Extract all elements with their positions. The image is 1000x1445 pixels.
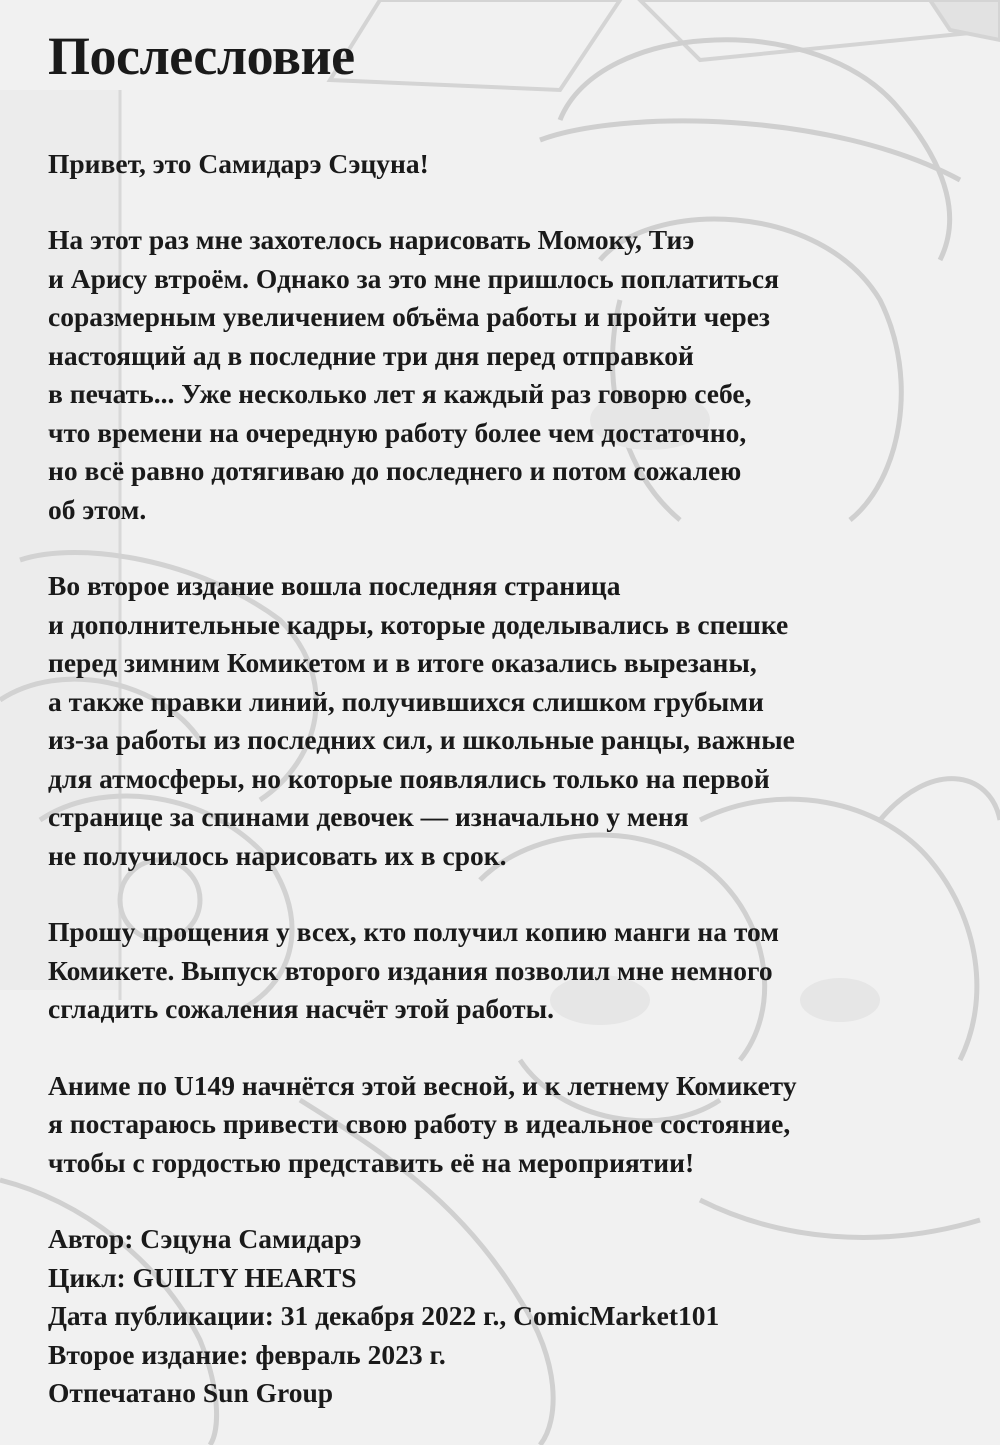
paragraph-4 xyxy=(48,1067,960,1183)
paragraph-2-line: странице за спинами девочек — изначально у меня xyxy=(48,801,689,833)
paragraph-4-line: чтобы с гордостью представить её на мероприятии! xyxy=(48,1146,695,1178)
page-title: Послесловие xyxy=(48,26,355,86)
paragraph-3-line: Комикете. Выпуск второго издания позволил мне немного xyxy=(48,954,773,986)
paragraph-1-line: в печать... Уже несколько лет я каждый раз говорю себе, xyxy=(48,378,752,410)
paragraph-1-line: настоящий ад в последние три дня перед отправкой xyxy=(48,339,694,371)
paragraph-2-line: перед зимним Комикетом и в итоге оказались вырезаны, xyxy=(48,647,757,679)
paragraph-3 xyxy=(48,913,960,1029)
paragraph-3-line: Прошу прощения у всех, кто получил копию манги на том xyxy=(48,916,779,948)
paragraph-1-line: об этом. xyxy=(48,493,147,525)
paragraph-1-line: но всё равно дотягиваю до последнего и потом сожалею xyxy=(48,455,742,487)
paragraph-4-line: я постараюсь привести свою работу в идеальное состояние, xyxy=(48,1108,791,1140)
paragraph-1-line: что времени на очередную работу более чем достаточно, xyxy=(48,416,747,448)
paragraph-1-line: На этот раз мне захотелось нарисовать Момоку, Тиэ xyxy=(48,224,695,256)
paragraph-1 xyxy=(48,221,960,529)
credit-publication-date: Дата публикации: 31 декабря 2022 г., ComicMarket101 xyxy=(48,1300,720,1332)
paragraph-4-line: Аниме по U149 начнётся этой весной, и к летнему Комикету xyxy=(48,1069,797,1101)
paragraph-2-line: для атмосферы, но которые появлялись только на первой xyxy=(48,762,770,794)
paragraph-1-line: соразмерным увеличением объёма работы и пройти через xyxy=(48,301,770,333)
paragraph-1-line: и Арису втроём. Однако за это мне пришлось поплатиться xyxy=(48,262,779,294)
paragraph-2-line: Во второе издание вошла последняя страница xyxy=(48,570,621,602)
paragraph-2-line: а также правки линий, получившихся слишком грубыми xyxy=(48,685,764,717)
paragraph-2-line: не получилось нарисовать их в срок. xyxy=(48,839,507,871)
greeting-line: Привет, это Самидарэ Сэцуна! xyxy=(48,147,429,179)
paragraph-2-line: из-за работы из последних сил, и школьные ранцы, важные xyxy=(48,724,795,756)
paragraph-2-line: и дополнительные кадры, которые доделывались в спешке xyxy=(48,608,789,640)
credit-series: Цикл: GUILTY HEARTS xyxy=(48,1261,357,1293)
greeting-paragraph xyxy=(48,145,960,184)
paragraph-3-line: сгладить сожаления насчёт этой работы. xyxy=(48,993,554,1025)
credit-printer: Отпечатано Sun Group xyxy=(48,1377,334,1409)
credits-block xyxy=(48,1220,960,1413)
paragraph-2 xyxy=(48,567,960,875)
credit-author: Автор: Сэцуна Самидарэ xyxy=(48,1223,362,1255)
credit-second-edition: Второе издание: февраль 2023 г. xyxy=(48,1338,446,1370)
